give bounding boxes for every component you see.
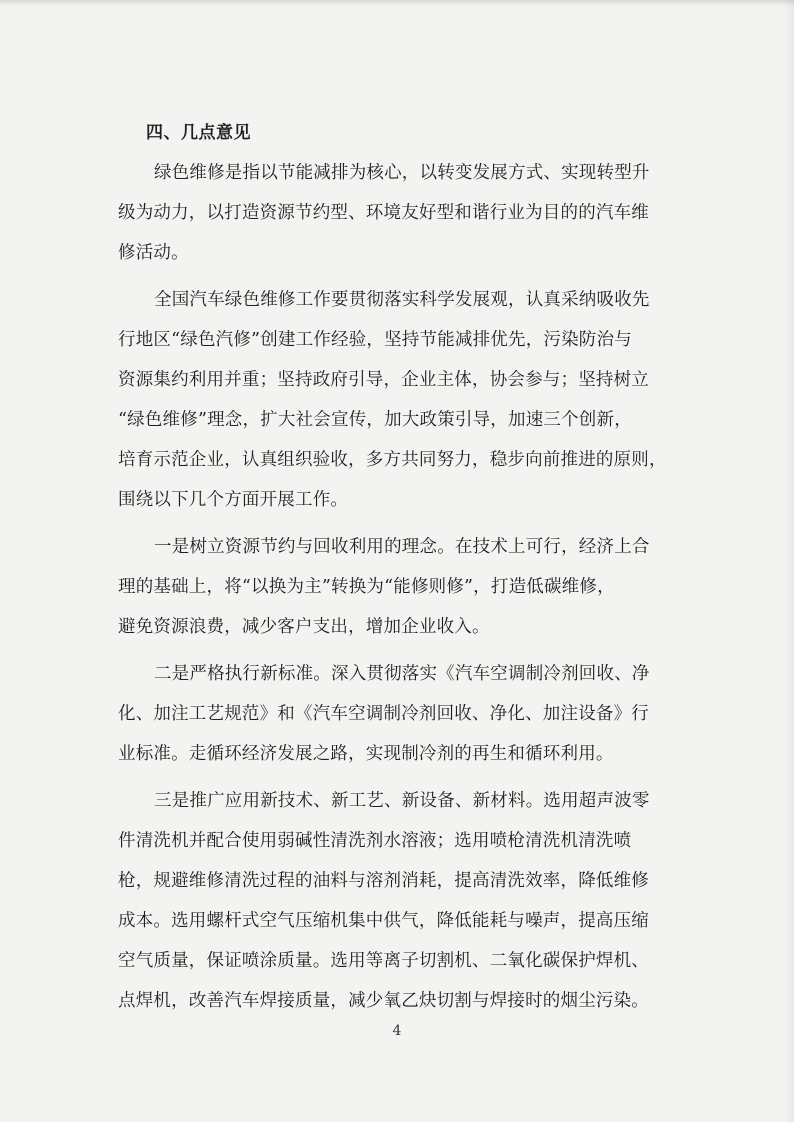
paragraph-3 [118,527,678,647]
paragraph-line: 行地区“绿色汽修”创建工作经验，坚持节能减排优先，污染防治与 [118,330,632,350]
paragraph-line: 业标准。走循环经济发展之路，实现制冷剂的再生和循环利用。 [118,744,614,764]
paragraph-line: 空气质量，保证喷涂质量。选用等离子切割机、二氧化碳保护焊机、 [118,951,649,971]
page-number: 4 [392,1023,402,1039]
paragraph-line: 培育示范企业，认真组织验收，多方共同努力，稳步向前推进的原则， [118,450,667,470]
paragraph-5 [118,781,678,1021]
paragraph-line: 点焊机，改善汽车焊接质量，减少氧乙炔切割与焊接时的烟尘污染。 [118,991,649,1011]
paragraph-line: 一是树立资源节约与回收利用的理念。在技术上可行，经济上合 [154,537,650,557]
paragraph-line: 级为动力，以打造资源节约型、环境友好型和谐行业为目的的汽车维 [118,203,649,223]
paragraph-line: 枪，规避维修清洗过程的油料与溶剂消耗，提高清洗效率，降低维修 [118,871,649,891]
document-body [118,113,678,1028]
paragraph-line: 成本。选用螺杆式空气压缩机集中供气，降低能耗与噪声，提高压缩 [118,911,649,931]
paragraph-line: 理的基础上，将“以换为主”转换为“能修则修”，打造低碳维修， [118,577,615,597]
paragraph-2 [118,280,678,520]
paragraph-line: 件清洗机并配合使用弱碱性清洗剂水溶液；选用喷枪清洗机清洗喷 [118,831,632,851]
paragraph-line: 全国汽车绿色维修工作要贯彻落实科学发展观，认真采纳吸收先 [154,290,650,310]
paragraph-line: 避免资源浪费，减少客户支出，增加企业收入。 [118,617,490,637]
paragraph-line: 绿色维修是指以节能减排为核心，以转变发展方式、实现转型升 [154,163,650,183]
paragraph-line: 修活动。 [118,243,189,263]
scan-top-edge [0,0,794,6]
paragraph-1 [118,153,678,273]
section-heading: 四、几点意见 [146,123,251,143]
scan-right-shadow [784,0,794,1122]
paragraph-line: “绿色维修”理念，扩大社会宣传，加大政策引导，加速三个创新， [118,410,632,430]
paragraph-line: 三是推广应用新技术、新工艺、新设备、新材料。选用超声波零 [154,791,650,811]
paragraph-line: 化、加注工艺规范》和《汽车空调制冷剂回收、净化、加注设备》行 [118,704,649,724]
paragraph-line: 资源集约利用并重；坚持政府引导，企业主体，协会参与；坚持树立 [118,370,649,390]
paragraph-line: 围绕以下几个方面开展工作。 [118,490,349,510]
paragraph-4 [118,654,678,774]
paragraph-line: 二是严格执行新标准。深入贯彻落实《汽车空调制冷剂回收、净 [154,664,650,684]
